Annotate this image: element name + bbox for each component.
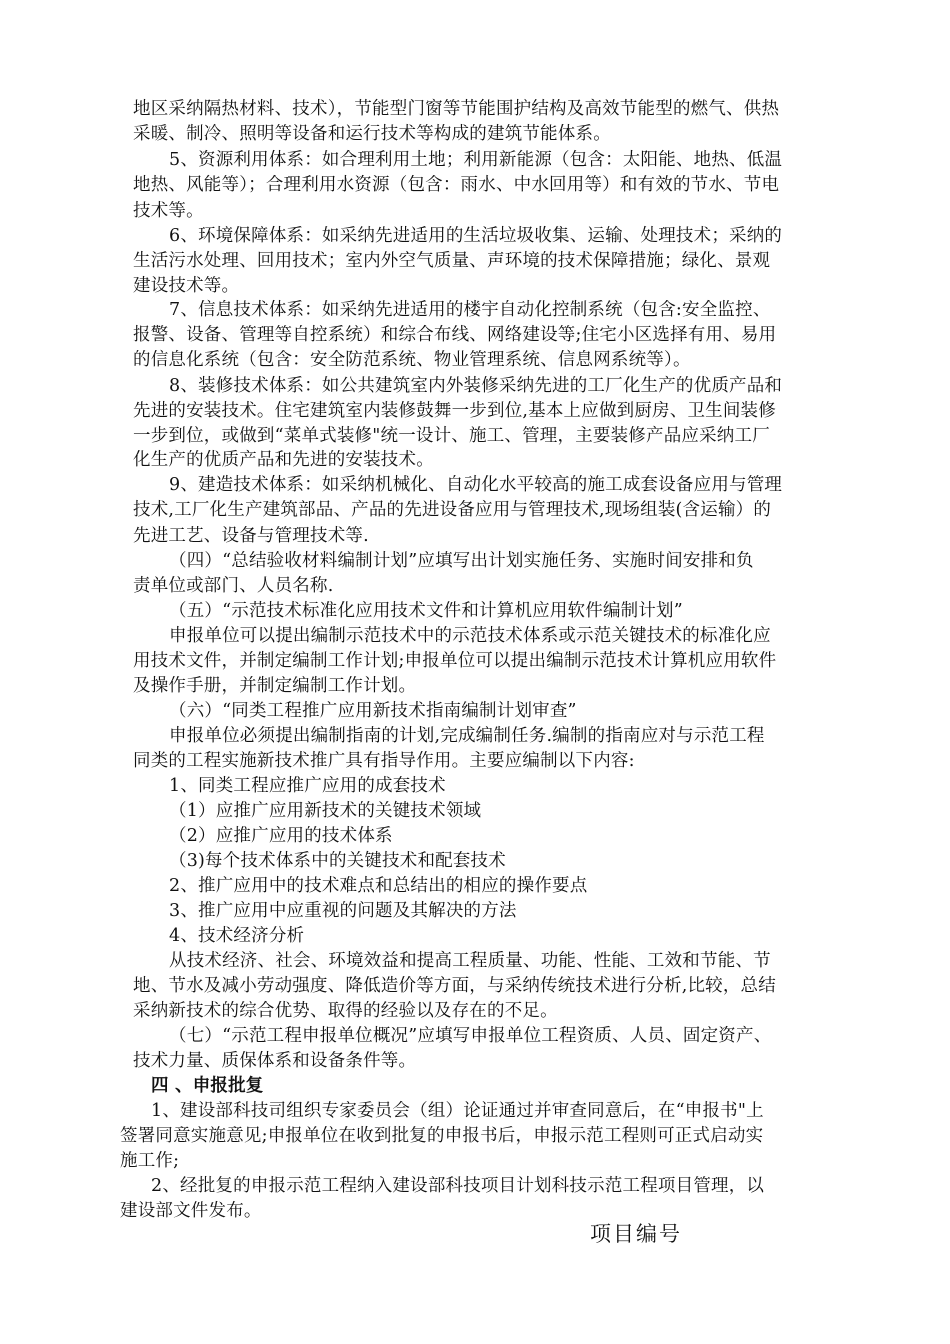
text-line-30: （2）应推广应用的技术体系 bbox=[169, 826, 393, 846]
text-line-31: （3)每个技术体系中的关键技术和配套技术 bbox=[169, 851, 506, 871]
text-line-29: （1）应推广应用新技术的关键技术领域 bbox=[169, 801, 482, 821]
text-line-45: 建设部文件发布。 bbox=[120, 1201, 262, 1221]
text-line-42: 签署同意实施意见;申报单位在收到批复的申报书后，申报示范工程则可正式启动实 bbox=[120, 1126, 764, 1146]
text-line-35: 从技术经济、社会、环境效益和提高工程质量、功能、性能、工效和节能、节 bbox=[169, 951, 771, 971]
text-line-32: 2、推广应用中的技术难点和总结出的相应的操作要点 bbox=[169, 876, 588, 896]
text-line-37: 采纳新技术的综合优势、取得的经验以及存在的不足。 bbox=[133, 1001, 558, 1021]
text-line-04: 地热、风能等）；合理利用水资源（包含：雨水、中水回用等）和有效的节水、节电 bbox=[133, 175, 780, 195]
text-line-33: 3、推广应用中应重视的问题及其解决的方法 bbox=[169, 901, 517, 921]
text-line-24: 及操作手册，并制定编制工作计划。 bbox=[133, 676, 417, 696]
text-line-05: 技术等。 bbox=[133, 201, 204, 221]
text-line-28: 1、同类工程应推广应用的成套技术 bbox=[169, 776, 446, 796]
text-line-08: 建设技术等。 bbox=[133, 276, 240, 296]
text-line-22: 申报单位可以提出编制示范技术中的示范技术体系或示范关键技术的标准化应 bbox=[169, 626, 771, 646]
text-line-17: 技术,工厂化生产建筑部品、产品的先进设备应用与管理技术,现场组装(含运输）的 bbox=[133, 500, 772, 520]
text-line-07: 生活污水处理、回用技术；室内外空气质量、声环境的技术保障措施；绿化、景观 bbox=[133, 251, 771, 271]
text-line-06: 6、环境保障体系：如采纳先进适用的生活垃圾收集、运输、处理技术；采纳的 bbox=[169, 226, 783, 246]
text-line-16: 9、建造技术体系：如采纳机械化、自动化水平较高的施工成套设备应用与管理 bbox=[169, 475, 783, 495]
text-line-43: 施工作; bbox=[120, 1151, 180, 1171]
text-line-36: 地、节水及减小劳动强度、降低造价等方面，与采纳传统技术进行分析,比较，总结 bbox=[133, 976, 776, 996]
text-line-23: 用技术文件，并制定编制工作计划;申报单位可以提出编制示范技术计算机应用软件 bbox=[133, 651, 777, 671]
section-heading: 四 、申报批复 bbox=[151, 1076, 264, 1096]
text-line-10: 报警、设备、管理等自控系统）和综合布线、网络建设等;住宅小区选择有用、易用 bbox=[133, 325, 777, 345]
text-line-11: 的信息化系统（包含：安全防范系统、物业管理系统、信息网系统等）。 bbox=[133, 350, 691, 370]
text-line-44: 2、经批复的申报示范工程纳入建设部科技项目计划科技示范工程项目管理，以 bbox=[151, 1176, 765, 1196]
text-line-34: 4、技术经济分析 bbox=[169, 926, 305, 946]
text-line-26: 申报单位必须提出编制指南的计划,完成编制任务.编制的指南应对与示范工程 bbox=[169, 726, 765, 746]
text-line-38: （七）“示范工程申报单位概况”应填写申报单位工程资质、人员、固定资产、 bbox=[169, 1026, 772, 1046]
text-line-21: （五）“示范技术标准化应用技术文件和计算机应用软件编制计划” bbox=[169, 601, 683, 621]
text-line-01: 地区采纳隔热材料、技术），节能型门窗等节能围护结构及高效节能型的燃气、供热 bbox=[133, 99, 780, 119]
text-line-12: 8、装修技术体系：如公共建筑室内外装修采纳先进的工厂化生产的优质产品和 bbox=[169, 376, 783, 396]
text-line-03: 5、资源利用体系：如合理利用土地；利用新能源（包含：太阳能、地热、低温 bbox=[169, 150, 783, 170]
text-line-25: （六）“同类工程推广应用新技术指南编制计划审查” bbox=[169, 701, 577, 721]
text-line-15: 化生产的优质产品和先进的安装技术。 bbox=[133, 450, 434, 470]
text-line-13: 先进的安装技术。住宅建筑室内装修鼓舞一步到位,基本上应做到厨房、卫生间装修 bbox=[133, 401, 776, 421]
text-line-20: 责单位或部门、人员名称. bbox=[133, 576, 334, 596]
text-line-09: 7、信息技术体系：如采纳先进适用的楼宇自动化控制系统（包含:安全监控、 bbox=[169, 300, 771, 320]
text-line-19: （四）“总结验收材料编制计划”应填写出计划实施任务、实施时间安排和负 bbox=[169, 551, 754, 571]
text-line-14: 一步到位，或做到“菜单式装修"统一设计、施工、管理，主要装修产品应采纳工厂 bbox=[133, 426, 770, 446]
project-number-label: 项目编号 bbox=[590, 1222, 682, 1246]
text-line-41: 1、建设部科技司组织专家委员会（组）论证通过并审查同意后，在“申报书"上 bbox=[151, 1101, 764, 1121]
text-line-02: 采暖、制冷、照明等设备和运行技术等构成的建筑节能体系。 bbox=[133, 124, 611, 144]
text-line-27: 同类的工程实施新技术推广具有指导作用。主要应编制以下内容: bbox=[133, 751, 635, 771]
text-line-39: 技术力量、质保体系和设备条件等。 bbox=[133, 1051, 417, 1071]
text-line-18: 先进工艺、设备与管理技术等. bbox=[133, 526, 369, 546]
